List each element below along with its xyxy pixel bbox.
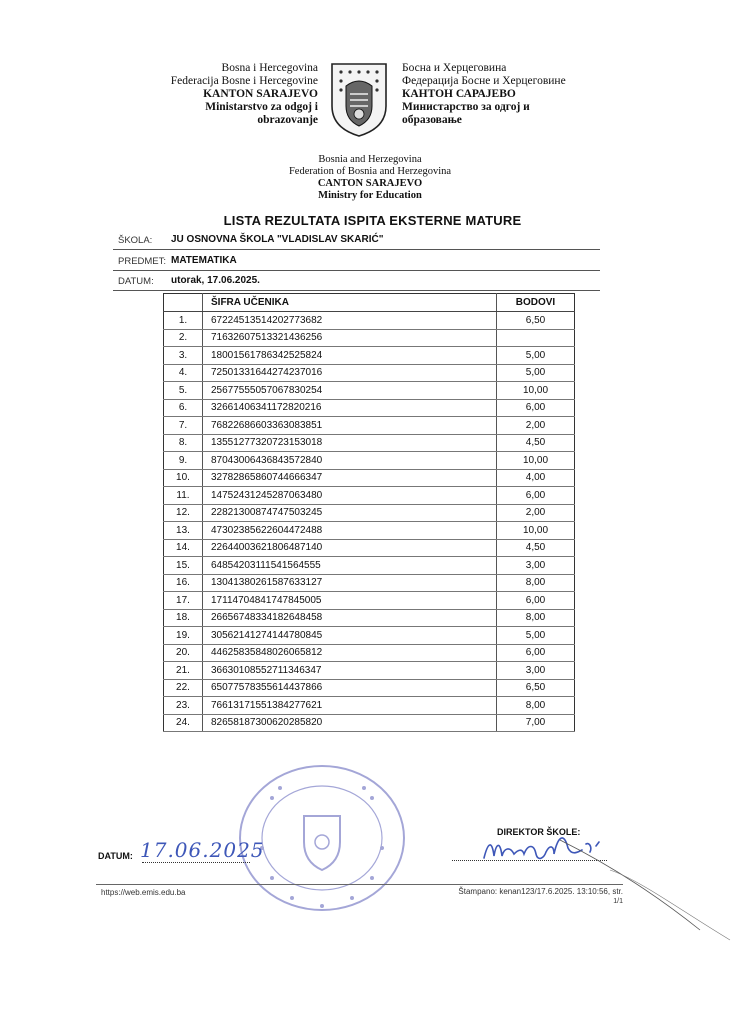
points-value: 2,00 [497, 417, 575, 435]
signature-date-label: DATUM: [98, 851, 133, 861]
points-value: 5,00 [497, 364, 575, 382]
subject-value: MATEMATIKA [171, 255, 237, 266]
table-row [164, 504, 575, 522]
points-value: 10,00 [497, 522, 575, 540]
student-code: 30562141274144780845 [203, 627, 497, 645]
signature-date-line [142, 862, 250, 863]
header-left-block [140, 62, 318, 127]
canton-crest-icon [330, 62, 388, 138]
row-number: 2. [164, 329, 203, 347]
row-number: 18. [164, 609, 203, 627]
header-left-line-5: obrazovanje [257, 114, 318, 126]
row-number: 24. [164, 714, 203, 732]
col-header-points: BODOVI [497, 294, 575, 312]
document-title: LISTA REZULTATA ISPITA EKSTERNE MATURE [223, 213, 522, 228]
student-code: 26656748334182648458 [203, 609, 497, 627]
row-number: 20. [164, 644, 203, 662]
row-number: 7. [164, 417, 203, 435]
student-code: 44625835848026065812 [203, 644, 497, 662]
row-number: 16. [164, 574, 203, 592]
row-number: 12. [164, 504, 203, 522]
table-row [164, 539, 575, 557]
table-row [164, 662, 575, 680]
student-code: 82658187300620285820 [203, 714, 497, 732]
table-row [164, 417, 575, 435]
row-number: 1. [164, 312, 203, 330]
student-code: 36630108552711346347 [203, 662, 497, 680]
points-value: 3,00 [497, 662, 575, 680]
points-value: 5,00 [497, 627, 575, 645]
student-code: 14752431245287063480 [203, 487, 497, 505]
points-value: 8,00 [497, 697, 575, 715]
header-left-line-4: Ministarstvo za odgoj i [205, 101, 318, 113]
row-number: 23. [164, 697, 203, 715]
footer-page-number: 1/1 [613, 898, 623, 905]
student-code: 71632607513321436256 [203, 329, 497, 347]
header-right-block [402, 62, 602, 127]
meta-row-date [113, 270, 600, 291]
subject-label: PREDMET: [118, 256, 167, 267]
points-value: 6,00 [497, 487, 575, 505]
date-label: DATUM: [118, 276, 154, 287]
table-row [164, 697, 575, 715]
header-left-line-3: KANTON SARAJEVO [203, 88, 318, 100]
student-code: 22644003621806487140 [203, 539, 497, 557]
student-code: 32782865860744666347 [203, 469, 497, 487]
date-value: utorak, 17.06.2025. [171, 275, 260, 286]
table-row [164, 469, 575, 487]
student-code: 17114704841747845005 [203, 592, 497, 610]
row-number: 3. [164, 347, 203, 365]
points-value: 6,00 [497, 399, 575, 417]
header-right-line-2: Федерација Босне и Херцеговине [402, 75, 566, 87]
student-code: 13041380261587633127 [203, 574, 497, 592]
footer-divider [96, 884, 623, 885]
header-center-line-4: Ministry for Education [318, 190, 422, 201]
table-row [164, 557, 575, 575]
row-number: 8. [164, 434, 203, 452]
points-value [497, 329, 575, 347]
student-code: 13551277320723153018 [203, 434, 497, 452]
points-value: 6,00 [497, 644, 575, 662]
table-row [164, 452, 575, 470]
student-code: 76822686603363083851 [203, 417, 497, 435]
results-header-row [164, 294, 575, 312]
row-number: 6. [164, 399, 203, 417]
points-value: 6,50 [497, 679, 575, 697]
header-right-line-3: КАНТОН САРАЈЕВО [402, 88, 516, 100]
row-number: 19. [164, 627, 203, 645]
table-row [164, 312, 575, 330]
header-right-line-1: Босна и Херцеговина [402, 62, 507, 74]
header-center-line-1: Bosnia and Herzegovina [318, 154, 422, 165]
table-row [164, 644, 575, 662]
header-right-line-5: образовање [402, 114, 462, 126]
results-table [163, 293, 575, 732]
table-row [164, 434, 575, 452]
row-number: 4. [164, 364, 203, 382]
points-value: 10,00 [497, 452, 575, 470]
school-label: ŠKOLA: [118, 235, 153, 246]
student-code: 87043006436843572840 [203, 452, 497, 470]
points-value: 6,00 [497, 592, 575, 610]
student-code: 18001561786342525824 [203, 347, 497, 365]
table-row [164, 609, 575, 627]
header-left-line-1: Bosna i Hercegovina [221, 62, 318, 74]
points-value: 4,00 [497, 469, 575, 487]
table-row [164, 399, 575, 417]
table-row [164, 574, 575, 592]
table-row [164, 522, 575, 540]
points-value: 10,00 [497, 382, 575, 400]
footer-url[interactable]: https://web.emis.edu.ba [101, 888, 186, 897]
row-number: 9. [164, 452, 203, 470]
col-header-number [164, 294, 203, 312]
student-code: 72501331644274237016 [203, 364, 497, 382]
row-number: 21. [164, 662, 203, 680]
points-value: 3,00 [497, 557, 575, 575]
student-code: 76613171551384277621 [203, 697, 497, 715]
student-code: 25677555057067830254 [203, 382, 497, 400]
footer-printed-info: Štampano: kenan123/17.6.2025. 13:10:56, str. [458, 887, 623, 896]
student-code: 47302385622604472488 [203, 522, 497, 540]
row-number: 11. [164, 487, 203, 505]
row-number: 22. [164, 679, 203, 697]
table-row [164, 364, 575, 382]
results-body [164, 312, 575, 732]
header-center-line-3: CANTON SARAJEVO [317, 178, 423, 189]
col-header-code: ŠIFRA UČENIKA [203, 294, 497, 312]
header-center-block [240, 154, 500, 202]
table-row [164, 592, 575, 610]
table-row [164, 679, 575, 697]
points-value: 8,00 [497, 574, 575, 592]
school-value: JU OSNOVNA ŠKOLA "VLADISLAV SKARIĆ" [171, 234, 384, 245]
signature-date-handwritten: 17.06.2025 [140, 838, 265, 862]
row-number: 5. [164, 382, 203, 400]
table-row [164, 329, 575, 347]
points-value: 8,00 [497, 609, 575, 627]
student-code: 22821300874747503245 [203, 504, 497, 522]
student-code: 67224513514202773682 [203, 312, 497, 330]
points-value: 4,50 [497, 539, 575, 557]
table-row [164, 714, 575, 732]
table-row [164, 382, 575, 400]
points-value: 2,00 [497, 504, 575, 522]
table-row [164, 627, 575, 645]
row-number: 13. [164, 522, 203, 540]
student-code: 32661406341172820216 [203, 399, 497, 417]
meta-row-school [113, 229, 600, 250]
points-value: 7,00 [497, 714, 575, 732]
points-value: 6,50 [497, 312, 575, 330]
header-right-line-4: Министарство за одгој и [402, 101, 530, 113]
table-row [164, 487, 575, 505]
meta-row-subject [113, 250, 600, 271]
table-row [164, 347, 575, 365]
row-number: 15. [164, 557, 203, 575]
points-value: 5,00 [497, 347, 575, 365]
student-code: 65077578355614437866 [203, 679, 497, 697]
header-center-line-2: Federation of Bosnia and Herzegovina [288, 166, 452, 177]
row-number: 17. [164, 592, 203, 610]
director-label: DIREKTOR ŠKOLE: [497, 827, 581, 837]
header-left-line-2: Federacija Bosne i Hercegovine [170, 75, 318, 87]
student-code: 64854203111541564555 [203, 557, 497, 575]
row-number: 14. [164, 539, 203, 557]
row-number: 10. [164, 469, 203, 487]
points-value: 4,50 [497, 434, 575, 452]
